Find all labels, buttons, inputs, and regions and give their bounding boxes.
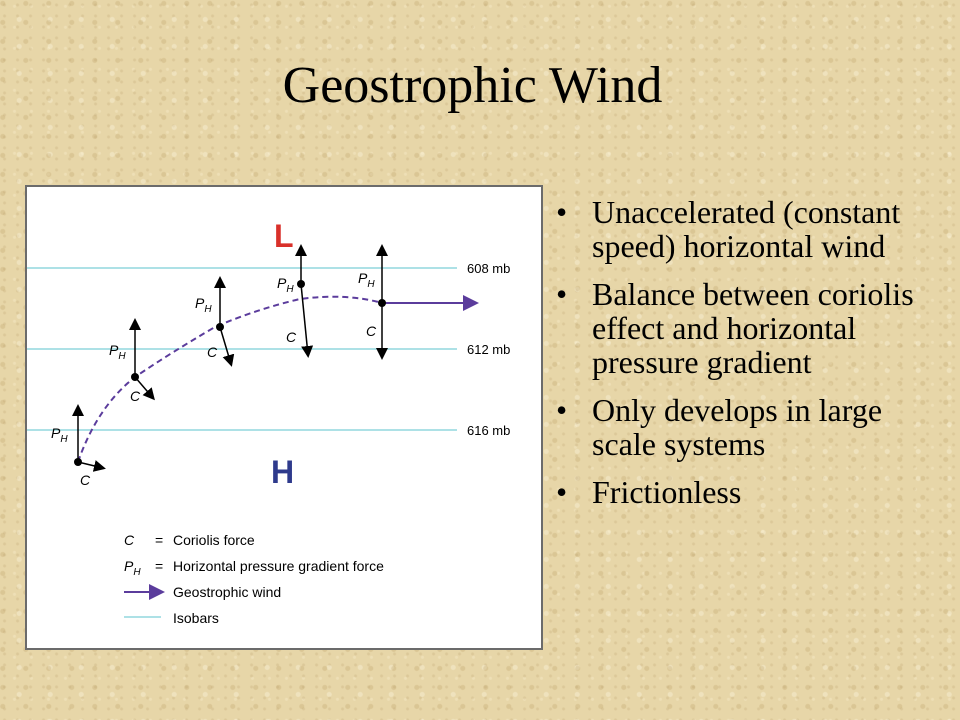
pressure-label: $P_H$	[277, 275, 294, 295]
air-parcel	[216, 323, 224, 331]
legend	[124, 532, 384, 626]
legend-equals: =	[155, 558, 164, 574]
legend-pressure-text: Horizontal pressure gradient force	[173, 558, 384, 574]
low-pressure-label: L	[274, 218, 294, 254]
air-parcel	[297, 280, 305, 288]
legend-pressure-symbol: $P_H$	[124, 558, 141, 578]
coriolis-label: C	[130, 388, 141, 404]
coriolis-label: C	[286, 329, 297, 345]
bullet-text: Balance between coriolis effect and horizontal pressure gradient	[592, 276, 914, 380]
pressure-label: $P_H$	[51, 425, 68, 445]
legend-coriolis-symbol: C	[124, 532, 135, 548]
coriolis-label: C	[80, 472, 91, 488]
isobar-label-612: 612 mb	[467, 342, 511, 357]
pressure-label: $P_H$	[109, 342, 126, 362]
bullet-text: Only develops in large scale systems	[592, 392, 883, 462]
legend-isobar-text: Isobars	[173, 610, 219, 626]
pressure-label: $P_H$	[195, 295, 212, 315]
isobar-label-608: 608 mb	[467, 261, 511, 276]
bullet-dot: •	[556, 392, 568, 428]
isobar-label-616: 616 mb	[467, 423, 511, 438]
diagram-svg	[27, 187, 541, 648]
bullet-dot: •	[556, 276, 568, 312]
bullet-item	[550, 195, 945, 263]
air-parcel	[131, 373, 139, 381]
coriolis-arrow	[301, 284, 308, 355]
bullet-item	[550, 393, 945, 461]
coriolis-label: C	[366, 323, 377, 339]
coriolis-arrow	[220, 327, 231, 364]
bullet-dot: •	[556, 194, 568, 230]
wind-trajectory	[78, 297, 382, 462]
air-parcel	[74, 458, 82, 466]
bullet-item	[550, 475, 945, 509]
geostrophic-wind-diagram	[25, 185, 543, 650]
legend-equals: =	[155, 532, 164, 548]
bullet-dot: •	[556, 474, 568, 510]
bullet-list	[550, 195, 945, 523]
pressure-label: $P_H$	[358, 270, 375, 290]
legend-coriolis-text: Coriolis force	[173, 532, 255, 548]
coriolis-label: C	[207, 344, 218, 360]
bullet-text: Unaccelerated (constant speed) horizontal wind	[592, 194, 901, 264]
bullet-item	[550, 277, 945, 379]
legend-wind-text: Geostrophic wind	[173, 584, 282, 600]
air-parcel	[378, 299, 386, 307]
bullet-text: Frictionless	[592, 474, 742, 510]
high-pressure-label: H	[271, 454, 295, 490]
slide-title: Geostrophic Wind	[282, 57, 663, 114]
